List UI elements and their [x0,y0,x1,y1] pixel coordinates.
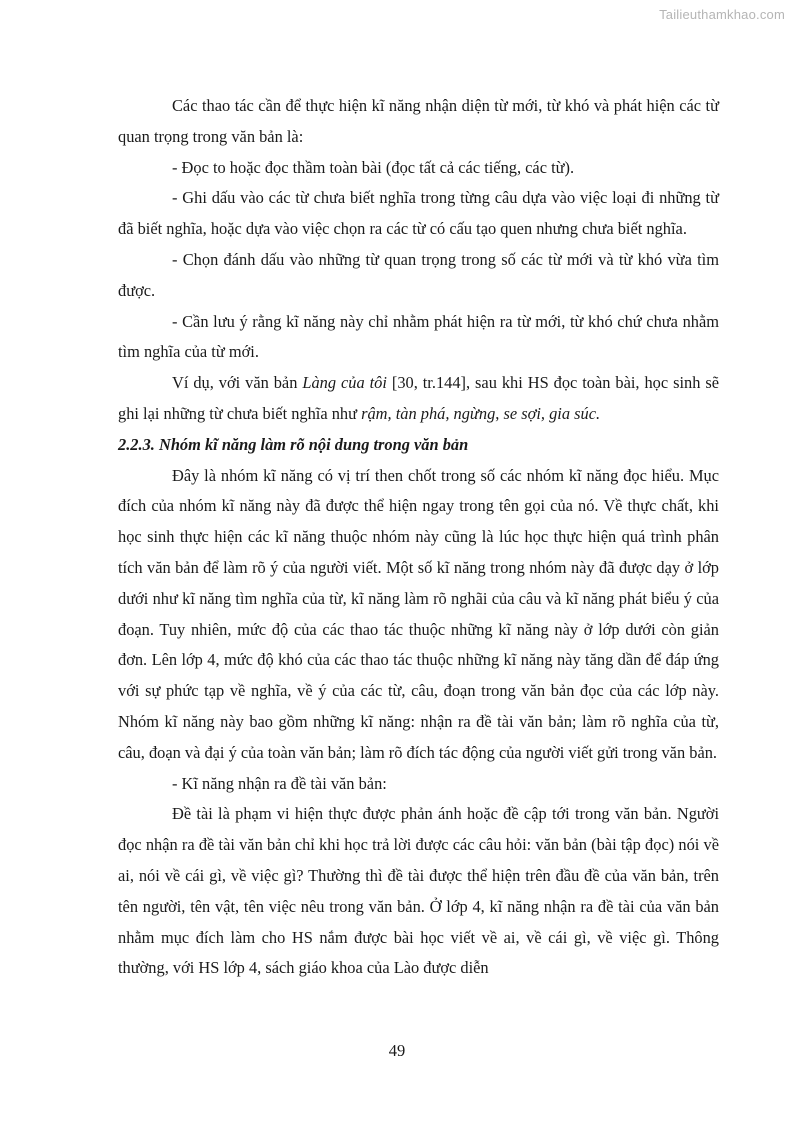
paragraph-example [118,368,719,430]
paragraph-content-skills: Đây là nhóm kĩ năng có vị trí then chốt trong số các nhóm kĩ năng đọc hiểu. Mục đích của nhóm kĩ năng này đã được thể hiện ngay trong tên gọi của nó. Về thực chất, khi học sinh thực hiện các kĩ năng thuộc nhóm này cũng là lúc học thực hiện quá trình phân tích văn bản để làm rõ ý của người viết. Một số kĩ năng trong nhóm này đã được dạy ở lớp dưới như kĩ năng tìm nghĩa của từ, kĩ năng làm rõ nghãi của câu và kĩ năng phát biểu ý của đoạn. Tuy nhiên, mức độ của các thao tác thuộc những kĩ năng này ở lớp dưới còn giản đơn. Lên lớp 4, mức độ khó của các thao tác thuộc những kĩ năng này tăng dần để đáp ứng với sự phức tạp về nghĩa, về ý của các từ, câu, đoạn trong văn bản đọc của các lớp này. Nhóm kĩ năng này bao gồm những kĩ năng: nhận ra đề tài văn bản; làm rõ nghĩa của từ, câu, đoạn và đại ý của toàn văn bản; làm rõ đích tác động của người viết gửi trong văn bản. [118,465,719,762]
bullet-topic-skill: - Kĩ năng nhận ra đề tài văn bản: [172,773,387,793]
bullet-mark-unknown-words: - Ghi dấu vào các từ chưa biết nghĩa trong từng câu dựa vào việc loại đi những từ đã biết nghĩa, hoặc dựa vào việc chọn ra các từ có cấu tạo quen nhưng chưa biết nghĩa. [118,188,719,239]
example-text-before: Ví dụ, với văn bản [172,373,303,393]
example-comma: , [495,403,504,423]
example-words-1: rậm, tàn phá, ngừng [361,403,496,423]
example-words-2: se sợi, gia súc. [503,403,601,423]
bullet-read-aloud: - Đọc to hoặc đọc thầm toàn bài (đọc tất cả các tiếng, các từ). [172,157,575,177]
paragraph-topic-definition: Đề tài là phạm vi hiện thực được phản ánh hoặc đề cập tới trong văn bản. Người đọc nhận ra đề tài văn bản chỉ khi học trả lời được các câu hỏi: văn bản (bài tập đọc) nói về ai, nói về cái gì, về việc gì? Thường thì đề tài được thể hiện trên đầu đề của văn bản, trên tên người, tên vật, tên việc nêu trong văn bản. Ở lớp 4, kĩ năng nhận ra đề tài của văn bản nhằm mục đích làm cho HS nắm được bài học viết về ai, về cái gì, về việc gì. Thông thường, với HS lớp 4, sách giáo khoa của Lào được diễn [118,804,719,978]
paragraph-intro: Các thao tác cần để thực hiện kĩ năng nhận diện từ mới, từ khó và phát hiện các từ quan trọng trong văn bản là: [118,96,719,146]
example-book-title: Làng của tôi [302,373,387,393]
watermark-text: Tailieuthamkhao.com [659,7,785,22]
section-heading: 2.2.3. Nhóm kĩ năng làm rõ nội dung trong văn bản [118,434,469,454]
page-number: 49 [388,1041,406,1060]
page-body [118,91,719,984]
example-text-middle: [30, tr.144], sau khi HS đọc toàn bài, học sinh sẽ ghi lại những từ chưa biết nghĩa như [118,373,719,423]
bullet-note: - Cần lưu ý rằng kĩ năng này chỉ nhằm phát hiện ra từ mới, từ khó chứ chưa nhằm tìm nghĩa của từ mới. [118,311,719,362]
bullet-mark-important-words: - Chọn đánh dấu vào những từ quan trọng trong số các từ mới và từ khó vừa tìm được. [118,249,719,300]
